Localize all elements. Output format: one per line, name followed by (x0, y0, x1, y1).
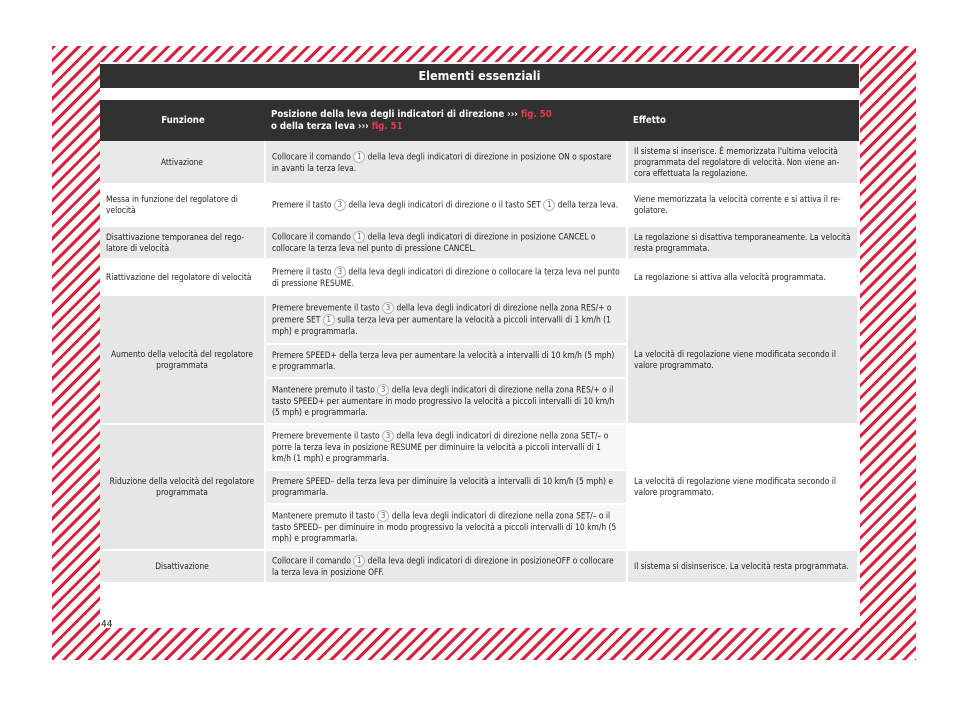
text-fragment: Premere brevemente il tasto (272, 430, 380, 441)
cell-effetto: La velocità di regolazione viene modificata secondo il valore programmato. (628, 296, 859, 425)
control-number-badge: 3 (377, 510, 389, 522)
control-number-badge: 1 (543, 199, 555, 211)
text-fragment: della leva degli indicatori di direzione in posizione CANCEL o collocare la terza leva nel punto di pressione CANCEL. (272, 231, 596, 253)
features-table (100, 100, 859, 584)
cell-posizione (266, 551, 628, 584)
text-fragment: della leva degli indicatori di direzione o il tasto SET (348, 199, 541, 210)
text-fragment: Collocare il comando (272, 151, 351, 161)
cell-effetto: Viene memorizzata la velocità corrente e si attiva il regolatore. (628, 185, 859, 227)
control-number-badge: 3 (334, 266, 346, 278)
table-row-attivazione (100, 141, 859, 185)
cell-funzione: Disattivazione (100, 551, 266, 584)
text-fragment: Premere brevemente il tasto (272, 302, 380, 313)
text-fragment: Premere il tasto (272, 199, 332, 210)
cell-effetto: La regolazione si attiva alla velocità programmata. (628, 260, 859, 296)
column-header-effetto: Effetto (628, 100, 859, 141)
control-number-badge: 1 (353, 555, 365, 567)
control-number-badge: 1 (353, 151, 365, 163)
table-header-row (100, 100, 859, 141)
cell-posizione-sub (266, 296, 628, 345)
cell-posizione (266, 141, 628, 185)
text-fragment: Mantenere premuto il tasto (272, 510, 375, 521)
table-row-aumento (100, 296, 859, 345)
table-row-riduzione (100, 425, 859, 471)
text-fragment: sulla terza leva per aumentare la velocità a piccoli intervalli di 1 km/h (1 mph) e programmarla. (272, 314, 611, 336)
control-number-badge: 3 (382, 302, 394, 314)
control-number-badge: 3 (377, 384, 389, 396)
text-fragment: Collocare il comando (272, 555, 351, 566)
cell-effetto: Il sistema si disinserisce. La velocità resta programmata. (628, 551, 859, 584)
text-fragment: della leva degli indicatori di direzione in posizione ON o spostare in avanti la terza leva. (272, 151, 612, 173)
cell-funzione: Disattivazione temporanea del regolatore di velocità (100, 227, 266, 260)
cell-posizione-sub: Premere SPEED– della terza leva per diminuire la velocità a intervalli di 10 km/h (5 mph) e programmarla. (266, 471, 628, 505)
cell-effetto: Il sistema si inserisce. È memorizzata l'ultima velocità programmata del regolatore di velocità. Non viene ancora effettuata la regolazione. (628, 141, 859, 185)
cell-funzione: Aumento della velocità del regolatore programmata (100, 296, 266, 425)
column-header-funzione: Funzione (100, 100, 266, 141)
control-number-badge: 1 (353, 231, 365, 243)
control-number-badge: 3 (382, 430, 394, 442)
table-row-disattivazione (100, 551, 859, 584)
text-fragment: Collocare il comando (272, 231, 351, 242)
page-number: 44 (101, 619, 113, 630)
text-fragment: della leva degli indicatori di direzione in posizioneOFF o collocare la terza leva in posizione OFF. (272, 555, 614, 577)
header-posizione-line2: o della terza leva ››› (271, 120, 369, 132)
fig-50-link[interactable]: fig. 50 (520, 108, 552, 120)
cell-funzione: Riduzione della velocità del regolatore programmata (100, 425, 266, 551)
cell-effetto: La velocità di regolazione viene modificata secondo il valore programmato. (628, 425, 859, 551)
table-row-riattivazione (100, 260, 859, 296)
cell-posizione (266, 260, 628, 296)
cell-posizione-sub (266, 379, 628, 425)
cell-funzione: Messa in funzione del regolatore di velocità (100, 185, 266, 227)
table-row-disattivazione-temporanea (100, 227, 859, 260)
text-fragment: della leva degli indicatori di direzione nella zona RES/+ o premere SET (272, 302, 612, 325)
control-number-badge: 3 (334, 199, 346, 211)
cell-posizione-sub (266, 505, 628, 551)
cell-effetto: La regolazione si disattiva temporaneamente. La velocità resta programmata. (628, 227, 859, 260)
cell-posizione (266, 185, 628, 227)
section-title: Elementi essenziali (100, 64, 859, 88)
cell-posizione-sub (266, 425, 628, 471)
cell-posizione-sub: Premere SPEED+ della terza leva per aumentare la velocità a intervalli di 10 km/h (5 mph) e programmarla. (266, 345, 628, 379)
text-fragment: Premere il tasto (272, 266, 332, 276)
cell-funzione: Attivazione (100, 141, 266, 185)
control-number-badge: 1 (323, 314, 335, 326)
text-fragment: della terza leva. (557, 199, 619, 210)
text-fragment: della leva degli indicatori di direzione nella zona RES/+ o il tasto SPEED+ per aumentare in modo progressivo la velocità a piccoli intervalli di 10 km/h (5 mph) e programmarla. (272, 384, 615, 417)
fig-51-link[interactable]: fig. 51 (371, 120, 403, 132)
table-row-messa-in-funzione (100, 185, 859, 227)
text-fragment: della leva degli indicatori di direzione o collocare la terza leva nel punto di pressione RESUME. (272, 266, 620, 288)
text-fragment: della leva degli indicatori di direzione nella zona SET/– o porre la terza leva in posizione RESUME per diminuire la velocità a piccoli intervalli di 1 km/h (1 mph) e programmarla. (272, 430, 609, 463)
column-header-posizione (266, 100, 628, 141)
cell-posizione (266, 227, 628, 260)
text-fragment: della leva degli indicatori di direzione nella zona SET/– o il tasto SPEED– per diminuire in modo progressivo la velocità a piccoli intervalli di 10 km/h (5 mph) e programmarla. (272, 510, 617, 543)
cell-funzione: Riattivazione del regolatore di velocità (100, 260, 266, 296)
header-posizione-line1: Posizione della leva degli indicatori di direzione ››› (271, 108, 518, 120)
text-fragment: Mantenere premuto il tasto (272, 384, 375, 395)
